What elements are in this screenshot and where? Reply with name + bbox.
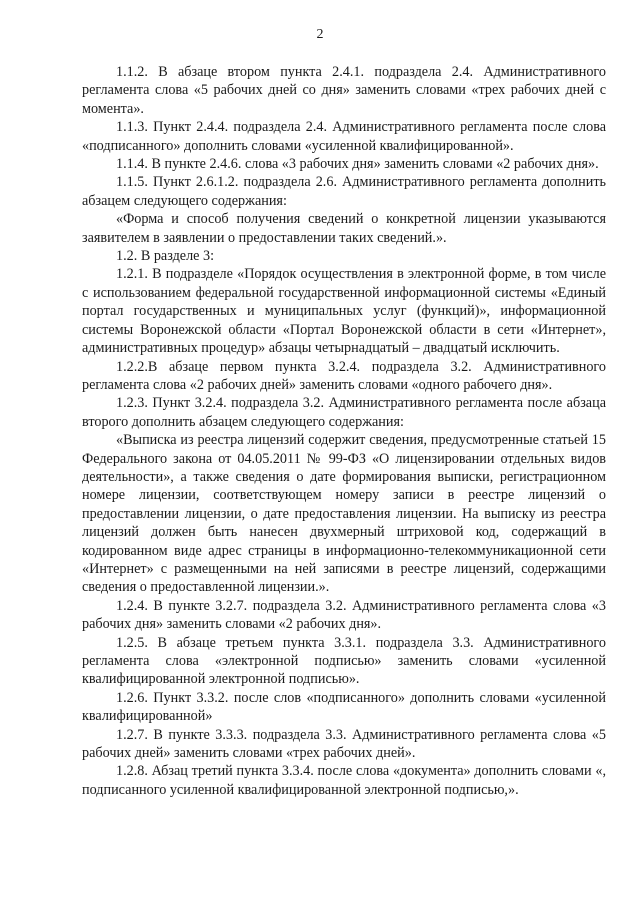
paragraph-1-1-3: 1.1.3. Пункт 2.4.4. подраздела 2.4. Административного регламента после слова «подписанного» дополнить словами «усиленной квалифицированной». — [82, 119, 606, 154]
paragraph-1-1-2: 1.1.2. В абзаце втором пункта 2.4.1. подраздела 2.4. Административного регламента слова «5 рабочих дней со дня» заменить словами «трех рабочих дней с момента». — [82, 64, 606, 117]
paragraph-1-2-8: 1.2.8. Абзац третий пункта 3.3.4. после слова «документа» дополнить словами «, подписанного усиленной квалифицированной электронной подписью,». — [82, 763, 606, 798]
paragraph-1-2-6: 1.2.6. Пункт 3.3.2. после слов «подписанного» дополнить словами «усиленной квалифицированной» — [82, 689, 606, 725]
paragraph-1-2-2: 1.2.2.В абзаце первом пункта 3.2.4. подраздела 3.2. Административного регламента слова «2 рабочих дней» заменить словами «одного рабочего дня». — [82, 358, 606, 393]
paragraph-1-2-1: 1.2.1. В подразделе «Порядок осуществления в электронной форме, в том числе с использованием федеральной государственной информационной системы «Единый портал государственных и муниципальных услуг (функций)», информационной системы Воронежской области «Портал Воронежской области в сети «Интернет», административных процедур» абзацы четырнадцатый – двадцатый исключить. — [82, 266, 606, 357]
paragraph-1-2-7: 1.2.7. В пункте 3.3.3. подраздела 3.3. Административного регламента слова «5 рабочих дней» заменить словами «трех рабочих дней». — [82, 726, 606, 762]
paragraph-quote-form: «Форма и способ получения сведений о конкретной лицензии указываются заявителем в заявлении о предоставлении таких сведений.». — [82, 211, 606, 246]
paragraph-1-2-3: 1.2.3. Пункт 3.2.4. подраздела 3.2. Административного регламента после абзаца второго дополнить абзацем следующего содержания: — [82, 395, 606, 430]
document-body — [82, 63, 606, 799]
paragraph-1-2-4: 1.2.4. В пункте 3.2.7. подраздела 3.2. Административного регламента слова «3 рабочих дня» заменить словами «2 рабочих дня». — [82, 597, 606, 633]
paragraph-1-2-5: 1.2.5. В абзаце третьем пункта 3.3.1. подраздела 3.3. Административного регламента слова «электронной подписью» заменить словами «усиленной квалифицированной электронной подписью». — [82, 634, 606, 688]
page-number: 2 — [316, 27, 324, 42]
paragraph-1-2: 1.2. В разделе 3: — [116, 248, 215, 265]
paragraph-1-1-5: 1.1.5. Пункт 2.6.1.2. подраздела 2.6. Административного регламента дополнить абзацем следующего содержания: — [82, 174, 606, 209]
paragraph-1-1-4: 1.1.4. В пункте 2.4.6. слова «3 рабочих дня» заменить словами «2 рабочих дня». — [116, 156, 599, 173]
paragraph-quote-extract: «Выписка из реестра лицензий содержит сведения, предусмотренные статьей 15 Федерального закона от 04.05.2011 № 99-ФЗ «О лицензировании отдельных видов деятельности», а также сведения о дате формирования выписки, регистрационном номере лицензии, соответствующем номеру записи в реестре лицензий о предоставлении лицензии, о дате предоставления лицензии. На выписку из реестра лицензий должен быть нанесен двухмерный штриховой код, содержащий в кодированном виде адрес страницы в информационно-телекоммуникационной сети «Интернет» с размещенными на ней записями в реестре лицензий, содержащими сведения о предоставленной лицензии.». — [82, 432, 606, 596]
